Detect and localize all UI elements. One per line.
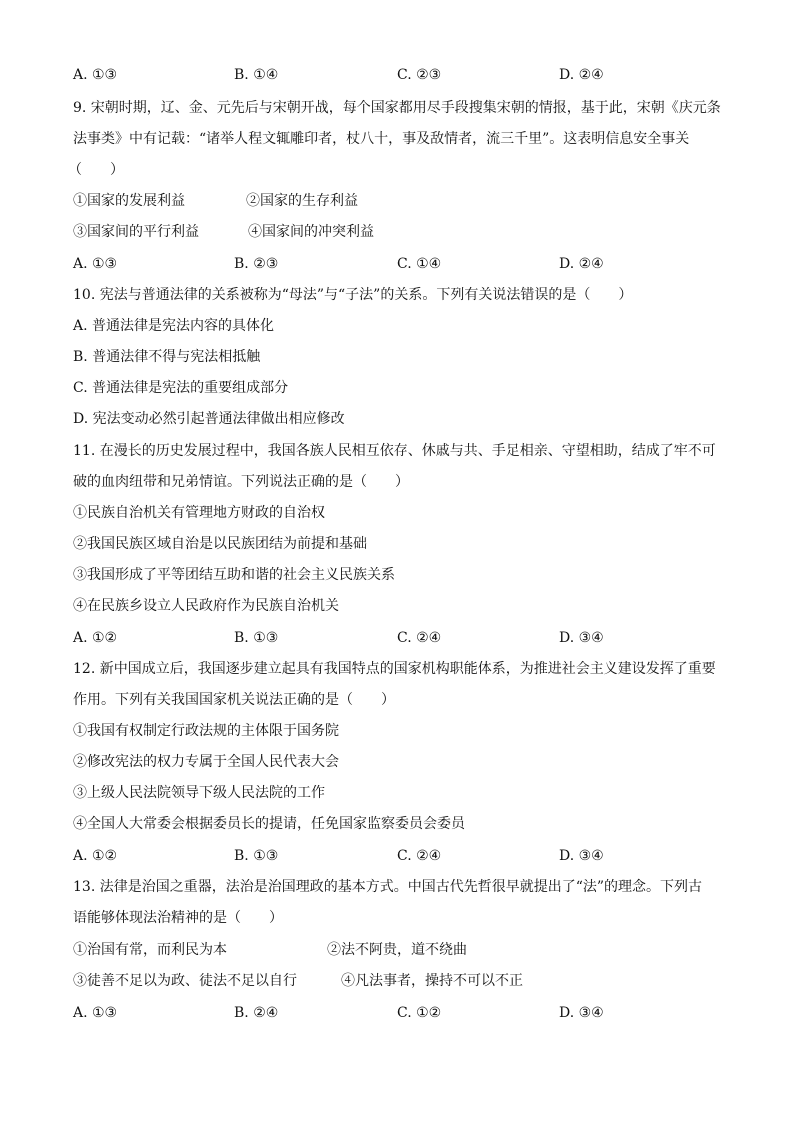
q10-option-a[interactable]: A. 普通法律是宪法内容的具体化 bbox=[73, 318, 275, 334]
q9-stem-line1: 9. 宋朝时期，辽、金、元先后与宋朝开战，每个国家都用尽手段搜集宋朝的情报，基于此，宋朝《庆元条 bbox=[73, 100, 721, 116]
q13-items-row1 bbox=[0, 940, 794, 960]
q13-option-b[interactable]: B. ②④ bbox=[234, 1005, 279, 1021]
q11-options bbox=[0, 628, 794, 648]
q13-options bbox=[0, 1003, 794, 1023]
q9-item-1: ①国家的发展利益 bbox=[73, 193, 185, 209]
q13-item-1: ①治国有常，而利民为本 bbox=[73, 942, 227, 958]
q11-option-a[interactable]: A. ①② bbox=[73, 630, 118, 646]
q8-option-a[interactable]: A. ①③ bbox=[73, 67, 118, 83]
q10-option-c[interactable]: C. 普通法律是宪法的重要组成部分 bbox=[73, 380, 289, 396]
q12-stem-line2: 作用。下列有关我国国家机关说法正确的是（ ） bbox=[73, 692, 395, 708]
q12-stem-line1: 12. 新中国成立后，我国逐步建立起具有我国特点的国家机构职能体系，为推进社会主义建设发挥了重要 bbox=[73, 661, 716, 677]
q12-option-c[interactable]: C. ②④ bbox=[397, 848, 442, 864]
q11-option-c[interactable]: C. ②④ bbox=[397, 630, 442, 646]
q11-stem-line2: 破的血肉纽带和兄弟情谊。下列说法正确的是（ ） bbox=[73, 474, 409, 490]
q10-option-d[interactable]: D. 宪法变动必然引起普通法律做出相应修改 bbox=[73, 411, 345, 427]
q9-item-2: ②国家的生存利益 bbox=[246, 193, 358, 209]
q13-item-4: ④凡法事者，操持不可以不正 bbox=[341, 973, 523, 989]
q11-stem-line1: 11. 在漫长的历史发展过程中，我国各族人民相互依存、休戚与共、手足相亲、守望相助，结成了牢不可 bbox=[73, 443, 716, 459]
q13-item-2: ②法不阿贵，道不绕曲 bbox=[327, 942, 467, 958]
q12-option-d[interactable]: D. ③④ bbox=[559, 848, 604, 864]
q9-items-row1 bbox=[0, 191, 794, 211]
q12-option-a[interactable]: A. ①② bbox=[73, 848, 118, 864]
q13-items-row2 bbox=[0, 971, 794, 991]
q8-option-b[interactable]: B. ①④ bbox=[234, 67, 279, 83]
q12-options bbox=[0, 846, 794, 866]
q9-option-c[interactable]: C. ①④ bbox=[397, 256, 442, 272]
q9-option-b[interactable]: B. ②③ bbox=[234, 256, 279, 272]
q11-option-b[interactable]: B. ①③ bbox=[234, 630, 279, 646]
q9-option-a[interactable]: A. ①③ bbox=[73, 256, 118, 272]
q12-item-1: ①我国有权制定行政法规的主体限于国务院 bbox=[73, 723, 339, 739]
q8-option-c[interactable]: C. ②③ bbox=[397, 67, 442, 83]
q13-item-3: ③徒善不足以为政、徒法不足以自行 bbox=[73, 973, 297, 989]
q9-options bbox=[0, 254, 794, 274]
q10-stem: 10. 宪法与普通法律的关系被称为“母法”与“子法”的关系。下列有关说法错误的是（ ） bbox=[73, 287, 633, 303]
q13-stem-line2: 语能够体现法治精神的是（ ） bbox=[73, 910, 283, 926]
q11-option-d[interactable]: D. ③④ bbox=[559, 630, 604, 646]
q10-option-b[interactable]: B. 普通法律不得与宪法相抵触 bbox=[73, 349, 261, 365]
q8-options bbox=[0, 65, 794, 85]
q12-item-4: ④全国人大常委会根据委员长的提请，任免国家监察委员会委员 bbox=[73, 816, 465, 832]
q12-item-3: ③上级人民法院领导下级人民法院的工作 bbox=[73, 785, 325, 801]
q13-option-d[interactable]: D. ③④ bbox=[559, 1005, 604, 1021]
q11-item-2: ②我国民族区域自治是以民族团结为前提和基础 bbox=[73, 536, 367, 552]
q9-items-row2 bbox=[0, 222, 794, 242]
q11-item-3: ③我国形成了平等团结互助和谐的社会主义民族关系 bbox=[73, 567, 395, 583]
q11-item-4: ④在民族乡设立人民政府作为民族自治机关 bbox=[73, 598, 339, 614]
q9-stem-line2: 法事类》中有记载：“诸举人程文辄雕印者，杖八十，事及敌情者，流三千里”。这表明信息安全事关 bbox=[73, 131, 690, 147]
q12-option-b[interactable]: B. ①③ bbox=[234, 848, 279, 864]
q9-answer-blank: （ ） bbox=[68, 162, 124, 178]
q12-item-2: ②修改宪法的权力专属于全国人民代表大会 bbox=[73, 754, 339, 770]
q9-item-3: ③国家间的平行利益 bbox=[73, 224, 199, 240]
q13-option-a[interactable]: A. ①③ bbox=[73, 1005, 118, 1021]
q13-option-c[interactable]: C. ①② bbox=[397, 1005, 442, 1021]
q9-option-d[interactable]: D. ②④ bbox=[559, 256, 604, 272]
q8-option-d[interactable]: D. ②④ bbox=[559, 67, 604, 83]
q11-item-1: ①民族自治机关有管理地方财政的自治权 bbox=[73, 505, 325, 521]
q9-item-4: ④国家间的冲突利益 bbox=[248, 224, 374, 240]
q13-stem-line1: 13. 法律是治国之重器，法治是治国理政的基本方式。中国古代先哲很早就提出了“法”的理念。下列古 bbox=[73, 879, 703, 895]
